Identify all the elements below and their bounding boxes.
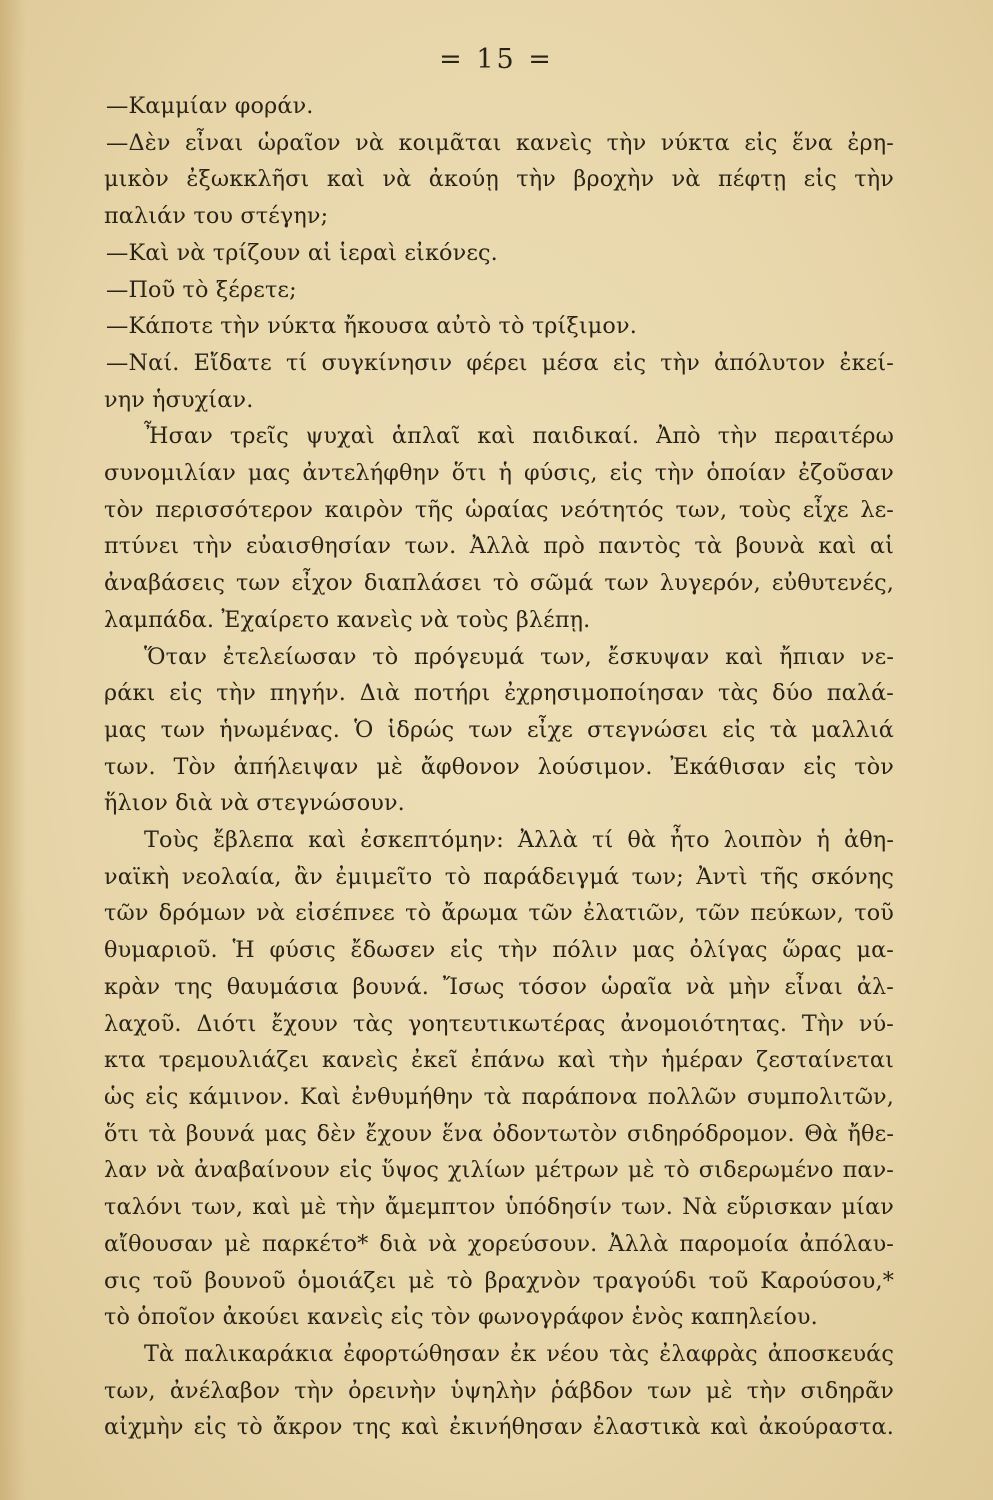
text-line: —Καμμίαν φοράν.: [106, 93, 314, 119]
text-line: —Ποῦ τὸ ξέρετε;: [106, 276, 297, 303]
text-line: ταλόνι των, καὶ μὲ τὴν ἄμεμπτον ὑπόδησίν των. Νὰ εὕρισκαν μίαν: [104, 1194, 894, 1221]
text-line: λαχοῦ. Διότι ἔχουν τὰς γοητευτικωτέρας ἀνομοιότητας. Τὴν νύ-: [104, 1010, 894, 1037]
text-line: ὅτι τὰ βουνά μας δὲν ἔχουν ἕνα ὀδοντωτὸν σιδηρόδρομον. Θὰ ἤθε-: [104, 1120, 894, 1147]
text-line: λαμπάδα. Ἐχαίρετο κανεὶς νὰ τοὺς βλέπῃ.: [104, 606, 591, 633]
text-line: ἀναβάσεις των εἶχον διαπλάσει τὸ σῶμά των λυγερόν, εὐθυτενές,: [104, 570, 894, 597]
text-line: των, ἀνέλαβον τὴν ὀρεινὴν ὑψηλὴν ῥάβδον των μὲ τὴν σιδηρᾶν: [104, 1377, 894, 1404]
text-line: μας των ἡνωμένας. Ὁ ἱδρώς των εἶχε στεγνώσει εἰς τὰ μαλλιά: [104, 716, 894, 743]
text-line: ὡς εἰς κάμινον. Καὶ ἐνθυμήθην τὰ παράπονα πολλῶν συμπολιτῶν,: [104, 1083, 894, 1110]
text-line: σις τοῦ βουνοῦ ὁμοιάζει μὲ τὸ βραχνὸν τραγούδι τοῦ Καρούσου,*: [104, 1267, 894, 1294]
text-line: των. Τὸν ἀπήλειψαν μὲ ἄφθονον λούσιμον. Ἐκάθισαν εἰς τὸν: [104, 753, 894, 780]
page-number: = 15 =: [439, 44, 554, 75]
text-line: —Καὶ νὰ τρίζουν αἱ ἱεραὶ εἰκόνες.: [106, 239, 498, 266]
text-line: τῶν δρόμων νὰ εἰσέπνεε τὸ ἄρωμα τῶν ἐλατιῶν, τῶν πεύκων, τοῦ: [104, 900, 894, 927]
text-line: αἰχμὴν εἰς τὸ ἄκρον της καὶ ἐκινήθησαν ἐλαστικὰ καὶ ἀκούραστα.: [104, 1414, 894, 1441]
text-line: θυμαριοῦ. Ἡ φύσις ἔδωσεν εἰς τὴν πόλιν μας ὀλίγας ὥρας μα-: [104, 937, 894, 964]
text-line: μικὸν ἐξωκκλῆσι καὶ νὰ ἀκούῃ τὴν βροχὴν νὰ πέφτῃ εἰς τὴν: [104, 166, 894, 193]
text-line: ἥλιον διὰ νὰ στεγνώσουν.: [104, 790, 405, 817]
text-line: Τὰ παλικαράκια ἐφορτώθησαν ἐκ νέου τὰς ἐλαφρὰς ἀποσκευάς: [144, 1340, 894, 1367]
text-line: Ὅταν ἐτελείωσαν τὸ πρόγευμά των, ἔσκυψαν καὶ ἤπιαν νε-: [144, 643, 894, 670]
text-line: νην ἡσυχίαν.: [104, 386, 254, 413]
body-text: [104, 88, 894, 1446]
text-line: λαν νὰ ἀναβαίνουν εἰς ὕψος χιλίων μέτρων μὲ τὸ σιδερωμένο παν-: [104, 1157, 894, 1184]
text-line: αἴθουσαν μὲ παρκέτο* διὰ νὰ χορεύσουν. Ἀλλὰ παρομοία ἀπόλαυ-: [104, 1230, 894, 1257]
text-line: τὸ ὁποῖον ἀκούει κανεὶς εἰς τὸν φωνογράφον ἑνὸς καπηλείου.: [104, 1304, 818, 1331]
text-line: παλιάν του στέγην;: [104, 203, 329, 230]
text-line: τὸν περισσότερον καιρὸν τῆς ὡραίας νεότητός των, τοὺς εἶχε λε-: [104, 496, 894, 523]
text-line: κρὰν της θαυμάσια βουνά. Ἴσως τόσον ὡραῖα νὰ μὴν εἶναι ἀλ-: [104, 973, 894, 1000]
text-line: συνομιλίαν μας ἀντελήφθην ὅτι ἡ φύσις, εἰς τὴν ὁποίαν ἐζοῦσαν: [104, 460, 894, 487]
text-line: πτύνει τὴν εὐαισθησίαν των. Ἀλλὰ πρὸ παντὸς τὰ βουνὰ καὶ αἱ: [104, 533, 894, 560]
text-line: —Κάποτε τὴν νύκτα ἤκουσα αὐτὸ τὸ τρίξιμον.: [106, 313, 637, 340]
text-line: Ἦσαν τρεῖς ψυχαὶ ἁπλαῖ καὶ παιδικαί. Ἀπὸ τὴν περαιτέρω: [144, 423, 894, 450]
text-line: —Ναί. Εἴδατε τί συγκίνησιν φέρει μέσα εἰς τὴν ἀπόλυτον ἐκεί-: [106, 349, 894, 376]
text-line: κτα τρεμουλιάζει κανεὶς ἐκεῖ ἐπάνω καὶ τὴν ἡμέραν ζεσταίνεται: [104, 1047, 894, 1074]
text-line: Τοὺς ἔβλεπα καὶ ἐσκεπτόμην: Ἀλλὰ τί θὰ ἦτο λοιπὸν ἡ ἀθη-: [144, 827, 894, 854]
text-line: ναϊκὴ νεολαία, ἂν ἐμιμεῖτο τὸ παράδειγμά των; Ἀντὶ τῆς σκόνης: [104, 863, 894, 890]
text-line: ράκι εἰς τὴν πηγήν. Διὰ ποτήρι ἐχρησιμοποίησαν τὰς δύο παλά-: [104, 680, 894, 707]
text-line: —Δὲν εἶναι ὡραῖον νὰ κοιμᾶται κανεὶς τὴν νύκτα εἰς ἕνα ἐρη-: [106, 129, 894, 156]
